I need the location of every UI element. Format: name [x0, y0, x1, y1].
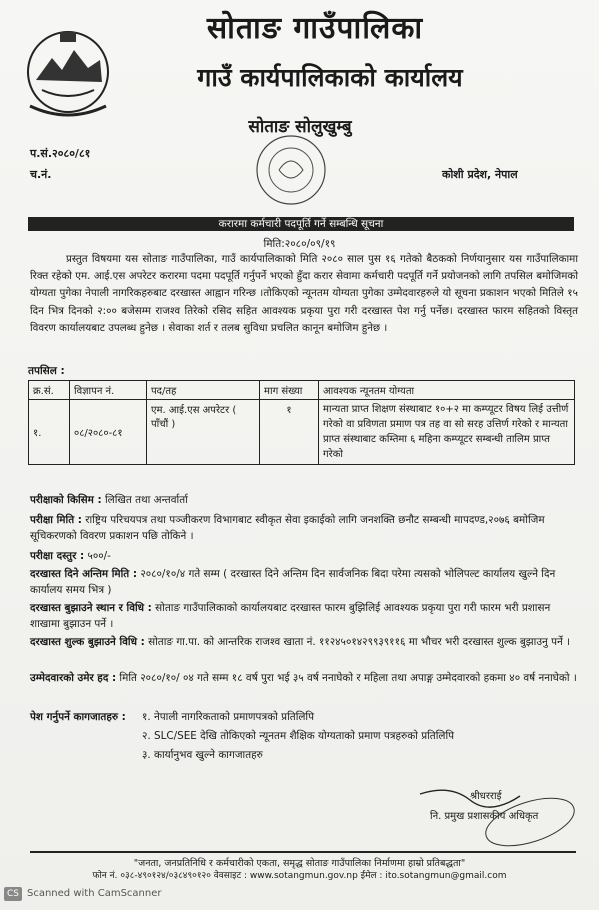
col-ad-no: विज्ञापन नं. — [70, 381, 147, 400]
exam-date-value: राष्ट्रिय परिचयपत्र तथा पञ्जीकरण विभागबाट स्वीकृत सेवा इकाईको लागि जनशक्ति छनौट सम्बन्धी मापदण्ड,२०७६ बमोजिम सूचिकरणको विवरण प्रकाशन पछि तोकिने । — [30, 514, 545, 542]
cell-post: एम. आई.एस अपरेटर ( पाँचौं ) — [147, 400, 260, 465]
fee-method-value: सोताङ गा.पा. को आन्तरिक राजश्व खाता नं. ११२४५०१४२९९३९११६ मा भौचर भरी दरखास्त शुल्क बुझाउनु पर्ने । — [144, 636, 571, 648]
age-limit-label: उम्मेदवारको उमेर हद : — [30, 672, 117, 684]
exam-fee-label: परीक्षा दस्तुर : — [30, 550, 85, 562]
province-label: कोशी प्रदेश, नेपाल — [442, 168, 518, 181]
exam-fee — [30, 548, 578, 564]
office-title: गाउँ कार्यपालिकाको कार्यालय — [197, 63, 463, 92]
fee-method — [30, 634, 578, 650]
notice-body: प्रस्तुत विषयमा यस सोताङ गाउँपालिका, गाउँ कार्यपालिकाको मिति २०८० साल पुस १६ गतेको बैठकको निर्णयानुसार यस गाउँपालिकामा रिक्त रहेको एम. आई.एस अपरेटर करारमा पदमा पदपूर्ति गर्नुपर्ने भएको हुँदा करार सेवामा कर्मचारी पदपूर्ति गर्ने प्रयोजनको लागि तपसिल बमोजिमको योग्यता पुगेका नेपाली नागरिकहरुबाट दरखास्त आह्वान गरिन्छ ।तोकिएको न्यूनतम योग्यता पुगेका उम्मेदवारहरुले यो सूचना प्रकाशन भएको मितिले १५ दिन भित्र दिनको २:०० बजेसम्म राजश्व तिरेको रसिद सहित आवश्यक प्रकृया पुरा गरी दरखास्त पेश गर्नु पर्नेछ। दरखास्त फारम सहितको विस्तृत विवरण कार्यालयबाट उपलब्ध हुनेछ । सेवाका शर्त र तलब सुविधा प्रचलित कानून बमोजिम हुनेछ । — [30, 253, 578, 334]
deadline-value: २०८०/१०/४ गते सम्म ( दरखास्त दिने अन्तिम दिन सार्वजनिक बिदा परेमा त्यसको भोलिपल्ट कार्यालय खुल्ने दिन कार्यालय समय भित्र ) — [30, 568, 556, 596]
exam-date-label: परीक्षा मिति : — [30, 514, 82, 526]
age-limit-value: मिति २०८०/१०/ ०४ गते सम्म १८ वर्ष पुरा भई ३५ वर्ष ननाघेको र महिला तथा अपाङ्ग उम्मेदवारको हकमा ४० वर्ष ननाघेको । — [116, 672, 577, 684]
nepal-emblem-logo — [22, 20, 114, 128]
documents-label: पेश गर्नुपर्ने कागजातहरु : — [30, 711, 126, 723]
scanner-watermark — [4, 887, 162, 901]
submit-place-value: सोताङ गाउँपालिकाको कार्यालयबाट दरखास्त फारम बुझिलिई आवश्यक प्रकृया पुरा गरी फारम भरी प्रशासन शाखामा बुझाउन पर्ने । — [30, 602, 551, 630]
cell-qualification: मान्यता प्राप्त शिक्षण संस्थाबाट १०+२ मा कम्प्यूटर विषय लिई उत्तीर्ण गरेको वा प्रविणता प्रमाण पत्र तह वा सो सरह उत्तिर्ण गरेको र मान्यता प्राप्त संस्थाबाट कम्तिमा ६ महिना कम्प्यूटर सम्बन्धी तालिम प्राप्त गरेको — [319, 400, 575, 465]
scanner-text: Scanned with CamScanner — [27, 888, 162, 899]
list-item: २. SLC/SEE देखि तोकिएको न्यूनतम शैक्षिक योग्यताको प्रमाण पत्रहरुको प्रतिलिपि — [142, 730, 455, 742]
fee-method-label: दरखास्त शुल्क बुझाउने विधि : — [30, 636, 145, 648]
office-stamp — [245, 130, 337, 212]
cell-ad-no: ०८/२०८०-८१ — [70, 400, 147, 465]
cell-demand: १ — [260, 400, 319, 465]
office-address: सोताङ सोलुखुम्बु — [248, 117, 352, 137]
signatory-name: श्रीधरराई — [470, 791, 502, 802]
municipality-title: सोताङ गाउँपालिका — [206, 11, 424, 46]
cell-sn: १. — [29, 400, 70, 465]
age-limit — [30, 670, 578, 686]
list-item: १. नेपाली नागरिकताको प्रमाणपत्रको प्रतिलिपि — [142, 711, 315, 723]
table-row — [29, 400, 575, 465]
submit-place-label: दरखास्त बुझाउने स्थान र विधि : — [30, 602, 152, 614]
signatory-designation: नि. प्रमुख प्रशासकीय अधिकृत — [430, 811, 539, 822]
reference-number: प.सं.२०८०/८१ — [30, 147, 91, 160]
col-demand: माग संख्या — [260, 381, 319, 400]
col-post: पद/तह — [147, 381, 260, 400]
notice-title-band — [28, 217, 574, 231]
footer-divider — [30, 851, 576, 853]
col-qualification: आवश्यक न्यूनतम योग्यता — [319, 381, 575, 400]
camscanner-logo-icon: CS — [4, 887, 22, 901]
notice-date: मिति:२०८०/०९/१९ — [263, 238, 336, 250]
table-header-row — [29, 381, 575, 400]
footer-contact: फोन नं. ०३८-४९०१२४/०३८४९०१२० वेवसाइट : www.sotangmun.gov.np ईमेल : ito.sotangmun@gmail.com — [92, 871, 507, 881]
exam-date — [30, 512, 578, 544]
deadline-label: दरखास्त दिने अन्तिम मिति : — [30, 568, 138, 580]
col-sn: क्र.सं. — [29, 381, 70, 400]
documents-list — [142, 708, 454, 765]
submit-place — [30, 600, 578, 632]
deadline — [30, 566, 578, 598]
list-item: ३. कार्यानुभव खुल्ने कागजातहरु — [142, 749, 263, 761]
dispatch-number: च.नं. — [30, 168, 52, 181]
footer-motto: "जनता, जनप्रतिनिधि र कर्मचारीको एकता, समृद्ध सोताङ गाउँपालिका निर्माणमा हाम्रो प्रतिबद्धता" — [133, 858, 466, 869]
notice-title: करारमा कर्मचारी पदपूर्ति गर्ने सम्बन्धि सूचना — [218, 218, 384, 230]
tapsil-label: तपसिल : — [28, 365, 65, 377]
vacancy-table — [28, 380, 575, 465]
exam-type — [30, 492, 578, 508]
exam-type-value: लिखित तथा अन्तर्वार्ता — [101, 494, 188, 506]
exam-fee-value: ५००/- — [84, 550, 111, 562]
exam-type-label: परीक्षाको किसिम : — [30, 494, 102, 506]
